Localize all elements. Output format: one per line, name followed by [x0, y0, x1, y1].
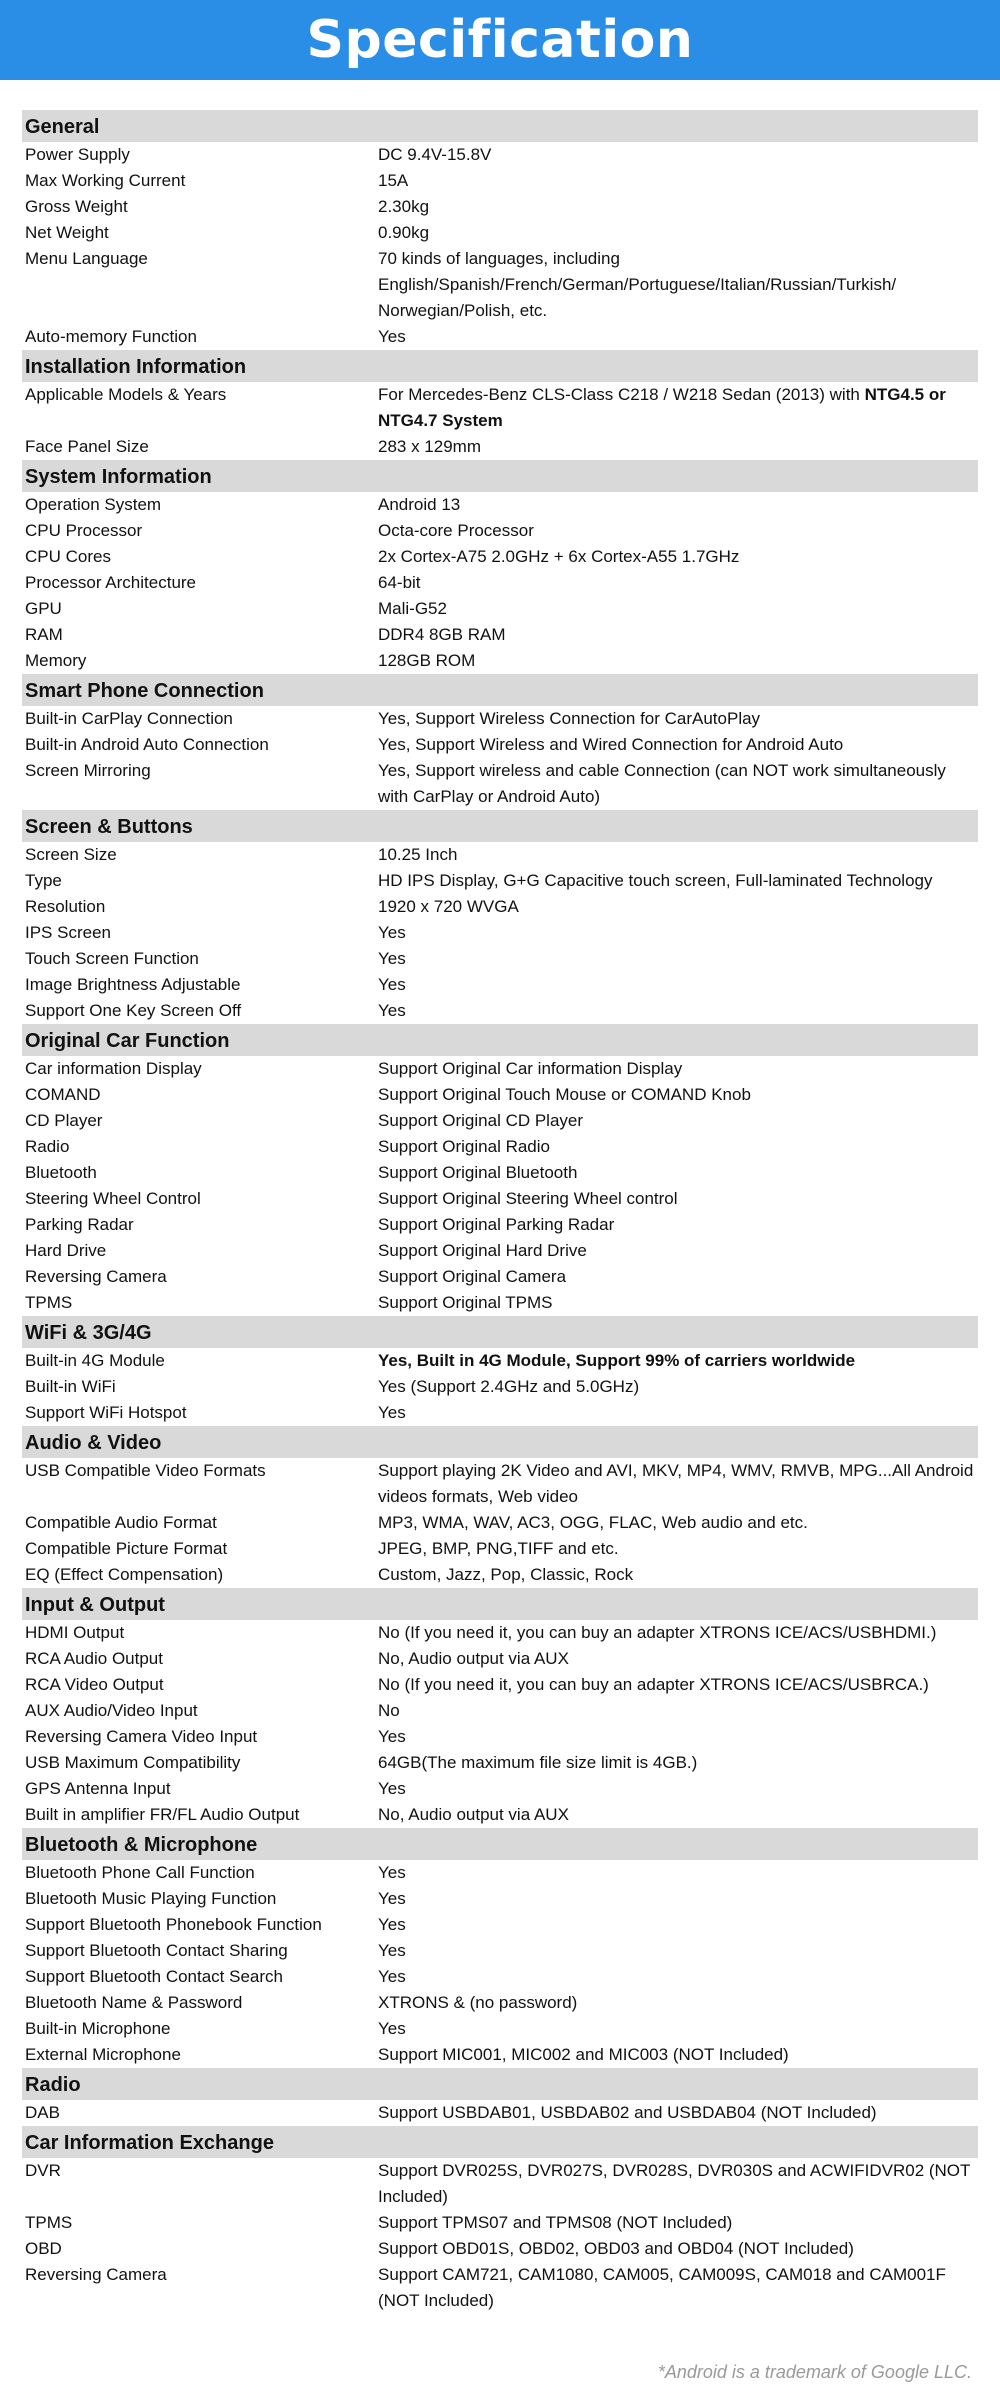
- section-header: Input & Output: [22, 1588, 978, 1620]
- spec-label: Compatible Picture Format: [25, 1539, 228, 1558]
- spec-row: [22, 570, 978, 596]
- spec-row: [22, 518, 978, 544]
- spec-label: COMAND: [25, 1085, 101, 1104]
- spec-value: Support Original Camera: [378, 1267, 567, 1286]
- spec-row: [22, 1108, 978, 1134]
- spec-label: EQ (Effect Compensation): [25, 1565, 224, 1584]
- spec-row: [22, 324, 978, 350]
- spec-row: [22, 2158, 978, 2210]
- spec-value: Yes, Built in 4G Module, Support 99% of carriers worldwide: [378, 1351, 856, 1370]
- spec-row: [22, 1724, 978, 1750]
- spec-value: 128GB ROM: [378, 651, 476, 670]
- spec-value: 1920 x 720 WVGA: [378, 897, 519, 916]
- spec-value: Yes, Support wireless and cable Connection (can NOT work simultaneously with CarPlay or Android Auto): [378, 761, 946, 806]
- spec-row: [22, 1238, 978, 1264]
- spec-value: Yes: [378, 1779, 406, 1798]
- spec-value: Support MIC001, MIC002 and MIC003 (NOT Included): [378, 2045, 789, 2064]
- spec-row: [22, 2210, 978, 2236]
- spec-label: Support Bluetooth Contact Search: [25, 1967, 283, 1986]
- spec-label: Support One Key Screen Off: [25, 1001, 242, 1020]
- spec-value: MP3, WMA, WAV, AC3, OGG, FLAC, Web audio and etc.: [378, 1513, 808, 1532]
- spec-value: DDR4 8GB RAM: [378, 625, 506, 644]
- spec-label: CPU Cores: [25, 547, 111, 566]
- spec-row: [22, 842, 978, 868]
- spec-value: [378, 382, 978, 434]
- spec-value: JPEG, BMP, PNG,TIFF and etc.: [378, 1539, 619, 1558]
- spec-label: RAM: [25, 625, 63, 644]
- spec-row: [22, 1562, 978, 1588]
- spec-label: USB Compatible Video Formats: [25, 1461, 266, 1480]
- spec-value: Support Original Hard Drive: [378, 1241, 587, 1260]
- spec-value-bold-text: NTG4.5 or NTG4.7 System: [378, 385, 946, 430]
- spec-row: [22, 648, 978, 674]
- spec-label: Processor Architecture: [25, 573, 197, 592]
- section-header: Smart Phone Connection: [22, 674, 978, 706]
- spec-label: Reversing Camera: [25, 1267, 167, 1286]
- spec-row: [22, 1938, 978, 1964]
- spec-value: Support Original CD Player: [378, 1111, 584, 1130]
- spec-row: [22, 622, 978, 648]
- section-header: Installation Information: [22, 350, 978, 382]
- spec-label: Max Working Current: [25, 171, 186, 190]
- title-banner: [0, 0, 1000, 80]
- spec-label: TPMS: [25, 1293, 73, 1312]
- spec-row: [22, 946, 978, 972]
- spec-label: GPU: [25, 599, 62, 618]
- section-header: System Information: [22, 460, 978, 492]
- spec-row: [22, 1620, 978, 1646]
- spec-row: [22, 596, 978, 622]
- spec-value-text: For Mercedes-Benz CLS-Class C218 / W218 Sedan (2013) with: [378, 385, 865, 404]
- spec-row: [22, 1348, 978, 1374]
- spec-value: Yes: [378, 1727, 406, 1746]
- spec-value: Yes: [378, 1941, 406, 1960]
- spec-value: XTRONS & (no password): [378, 1993, 578, 2012]
- spec-label: DVR: [25, 2161, 61, 2180]
- spec-value: Support Original Touch Mouse or COMAND Knob: [378, 1085, 751, 1104]
- spec-value: 64GB(The maximum file size limit is 4GB.): [378, 1753, 698, 1772]
- spec-label: External Microphone: [25, 2045, 181, 2064]
- spec-value: Yes: [378, 923, 406, 942]
- spec-row: [22, 1290, 978, 1316]
- spec-label: Reversing Camera: [25, 2265, 167, 2284]
- page-title: Specification: [306, 10, 694, 70]
- spec-label: USB Maximum Compatibility: [25, 1753, 241, 1772]
- spec-label: Built in amplifier FR/FL Audio Output: [25, 1805, 300, 1824]
- spec-row: [22, 972, 978, 998]
- spec-value: Yes (Support 2.4GHz and 5.0GHz): [378, 1377, 640, 1396]
- spec-value: Yes, Support Wireless Connection for CarAutoPlay: [378, 709, 761, 728]
- spec-label: Bluetooth Music Playing Function: [25, 1889, 277, 1908]
- spec-row: [22, 1964, 978, 1990]
- spec-label: Support WiFi Hotspot: [25, 1403, 187, 1422]
- spec-row: [22, 2100, 978, 2126]
- spec-label: Bluetooth Phone Call Function: [25, 1863, 255, 1882]
- spec-value: No (If you need it, you can buy an adapter XTRONS ICE/ACS/USBHDMI.): [378, 1623, 937, 1642]
- spec-row: [22, 1458, 978, 1510]
- spec-row: [22, 382, 978, 434]
- spec-row: [22, 1082, 978, 1108]
- spec-row: [22, 1160, 978, 1186]
- spec-label: Screen Size: [25, 845, 117, 864]
- spec-row: [22, 758, 978, 810]
- spec-value: Custom, Jazz, Pop, Classic, Rock: [378, 1565, 634, 1584]
- spec-value: DC 9.4V-15.8V: [378, 145, 492, 164]
- spec-label: AUX Audio/Video Input: [25, 1701, 198, 1720]
- section-header: General: [22, 110, 978, 142]
- spec-label: Touch Screen Function: [25, 949, 199, 968]
- spec-value: Android 13: [378, 495, 461, 514]
- spec-value: Mali-G52: [378, 599, 447, 618]
- spec-label: Operation System: [25, 495, 162, 514]
- spec-label: RCA Audio Output: [25, 1649, 163, 1668]
- spec-row: [22, 1750, 978, 1776]
- spec-row: [22, 732, 978, 758]
- spec-value: Yes: [378, 1863, 406, 1882]
- spec-label: Type: [25, 871, 62, 890]
- spec-value: Yes: [378, 1915, 406, 1934]
- spec-value: Yes, Support Wireless and Wired Connection for Android Auto: [378, 735, 844, 754]
- spec-row: [22, 544, 978, 570]
- spec-row: [22, 220, 978, 246]
- spec-row: [22, 1056, 978, 1082]
- spec-label: Auto-memory Function: [25, 327, 197, 346]
- spec-row: [22, 1886, 978, 1912]
- spec-row: [22, 1646, 978, 1672]
- spec-row: [22, 868, 978, 894]
- spec-row: [22, 1212, 978, 1238]
- spec-label: Support Bluetooth Contact Sharing: [25, 1941, 288, 1960]
- spec-value: 283 x 129mm: [378, 437, 481, 456]
- spec-row: [22, 246, 978, 324]
- spec-value: Yes: [378, 327, 406, 346]
- spec-row: [22, 1698, 978, 1724]
- spec-row: [22, 894, 978, 920]
- spec-label: Menu Language: [25, 249, 148, 268]
- spec-row: [22, 168, 978, 194]
- section-header: WiFi & 3G/4G: [22, 1316, 978, 1348]
- spec-value: Support Original TPMS: [378, 1293, 553, 1312]
- spec-value: Yes: [378, 2019, 406, 2038]
- spec-row: [22, 2016, 978, 2042]
- spec-value: 70 kinds of languages, including English/Spanish/French/German/Portuguese/Italian/Russian/Turkish/ Norwegian/Polish, etc.: [378, 249, 897, 320]
- spec-label: Parking Radar: [25, 1215, 134, 1234]
- spec-row: [22, 1186, 978, 1212]
- spec-row: [22, 998, 978, 1024]
- spec-value: Yes: [378, 1889, 406, 1908]
- spec-row: [22, 1510, 978, 1536]
- spec-value: Support DVR025S, DVR027S, DVR028S, DVR030S and ACWIFIDVR02 (NOT Included): [378, 2161, 971, 2206]
- spec-value: 10.25 Inch: [378, 845, 458, 864]
- spec-value: Support Original Bluetooth: [378, 1163, 578, 1182]
- spec-label: Steering Wheel Control: [25, 1189, 201, 1208]
- spec-value: Support OBD01S, OBD02, OBD03 and OBD04 (NOT Included): [378, 2239, 854, 2258]
- spec-value: No (If you need it, you can buy an adapter XTRONS ICE/ACS/USBRCA.): [378, 1675, 929, 1694]
- section-header: Audio & Video: [22, 1426, 978, 1458]
- spec-row: [22, 920, 978, 946]
- spec-row: [22, 2262, 978, 2314]
- spec-label: DAB: [25, 2103, 60, 2122]
- section-header: Car Information Exchange: [22, 2126, 978, 2158]
- spec-label: Radio: [25, 1137, 70, 1156]
- spec-value: Yes: [378, 1403, 406, 1422]
- section-header: Bluetooth & Microphone: [22, 1828, 978, 1860]
- spec-row: [22, 1912, 978, 1938]
- spec-label: Support Bluetooth Phonebook Function: [25, 1915, 322, 1934]
- spec-row: [22, 706, 978, 732]
- spec-label: Built-in 4G Module: [25, 1351, 165, 1370]
- specification-table: [22, 110, 978, 2314]
- spec-row: [22, 1802, 978, 1828]
- spec-row: [22, 1134, 978, 1160]
- spec-value: 0.90kg: [378, 223, 430, 242]
- spec-row: [22, 2236, 978, 2262]
- section-header: Radio: [22, 2068, 978, 2100]
- spec-label: Built-in WiFi: [25, 1377, 116, 1396]
- spec-label: IPS Screen: [25, 923, 111, 942]
- spec-row: [22, 142, 978, 168]
- spec-value: Support Original Radio: [378, 1137, 550, 1156]
- spec-row: [22, 1860, 978, 1886]
- spec-label: Face Panel Size: [25, 437, 149, 456]
- spec-label: Reversing Camera Video Input: [25, 1727, 258, 1746]
- spec-row: [22, 1990, 978, 2016]
- spec-label: CPU Processor: [25, 521, 143, 540]
- section-header: Original Car Function: [22, 1024, 978, 1056]
- spec-label: Screen Mirroring: [25, 761, 151, 780]
- spec-value: Support Original Steering Wheel control: [378, 1189, 678, 1208]
- spec-row: [22, 1264, 978, 1290]
- spec-value: Yes: [378, 975, 406, 994]
- spec-value: HD IPS Display, G+G Capacitive touch screen, Full-laminated Technology: [378, 871, 933, 890]
- section-header: Screen & Buttons: [22, 810, 978, 842]
- spec-label: Applicable Models & Years: [25, 385, 227, 404]
- spec-value: Yes: [378, 949, 406, 968]
- spec-value: No, Audio output via AUX: [378, 1805, 569, 1824]
- spec-label: Compatible Audio Format: [25, 1513, 217, 1532]
- spec-row: [22, 2042, 978, 2068]
- spec-row: [22, 434, 978, 460]
- spec-value: 15A: [378, 171, 409, 190]
- spec-row: [22, 1374, 978, 1400]
- spec-label: GPS Antenna Input: [25, 1779, 171, 1798]
- spec-label: CD Player: [25, 1111, 103, 1130]
- spec-value: Support TPMS07 and TPMS08 (NOT Included): [378, 2213, 733, 2232]
- spec-value: Support playing 2K Video and AVI, MKV, MP4, WMV, RMVB, MPG...All Android videos formats, Web video: [378, 1461, 974, 1506]
- spec-value: Yes: [378, 1001, 406, 1020]
- spec-row: [22, 194, 978, 220]
- spec-label: Built-in Microphone: [25, 2019, 171, 2038]
- spec-value: Yes: [378, 1967, 406, 1986]
- spec-label: RCA Video Output: [25, 1675, 164, 1694]
- spec-label: HDMI Output: [25, 1623, 125, 1642]
- spec-label: OBD: [25, 2239, 62, 2258]
- spec-label: Resolution: [25, 897, 106, 916]
- spec-label: Gross Weight: [25, 197, 128, 216]
- spec-value: 2x Cortex-A75 2.0GHz + 6x Cortex-A55 1.7GHz: [378, 547, 740, 566]
- spec-label: Car information Display: [25, 1059, 202, 1078]
- spec-value: Support CAM721, CAM1080, CAM005, CAM009S, CAM018 and CAM001F (NOT Included): [378, 2265, 946, 2310]
- spec-row: [22, 1400, 978, 1426]
- spec-value: No, Audio output via AUX: [378, 1649, 569, 1668]
- spec-label: Memory: [25, 651, 87, 670]
- spec-value: 64-bit: [378, 573, 421, 592]
- spec-label: Bluetooth Name & Password: [25, 1993, 243, 2012]
- spec-row: [22, 1776, 978, 1802]
- spec-value: Support Original Car information Display: [378, 1059, 683, 1078]
- spec-row: [22, 492, 978, 518]
- spec-label: Bluetooth: [25, 1163, 97, 1182]
- spec-value: 2.30kg: [378, 197, 430, 216]
- spec-label: Net Weight: [25, 223, 109, 242]
- spec-row: [22, 1672, 978, 1698]
- spec-value: Support USBDAB01, USBDAB02 and USBDAB04 (NOT Included): [378, 2103, 877, 2122]
- spec-label: Built-in Android Auto Connection: [25, 735, 269, 754]
- trademark-footnote: *Android is a trademark of Google LLC.: [657, 2362, 972, 2382]
- spec-label: TPMS: [25, 2213, 73, 2232]
- spec-label: Image Brightness Adjustable: [25, 975, 241, 994]
- spec-value: Octa-core Processor: [378, 521, 534, 540]
- spec-value: No: [378, 1701, 400, 1720]
- spec-label: Built-in CarPlay Connection: [25, 709, 233, 728]
- spec-label: Power Supply: [25, 145, 130, 164]
- spec-row: [22, 1536, 978, 1562]
- spec-value: Support Original Parking Radar: [378, 1215, 615, 1234]
- spec-label: Hard Drive: [25, 1241, 107, 1260]
